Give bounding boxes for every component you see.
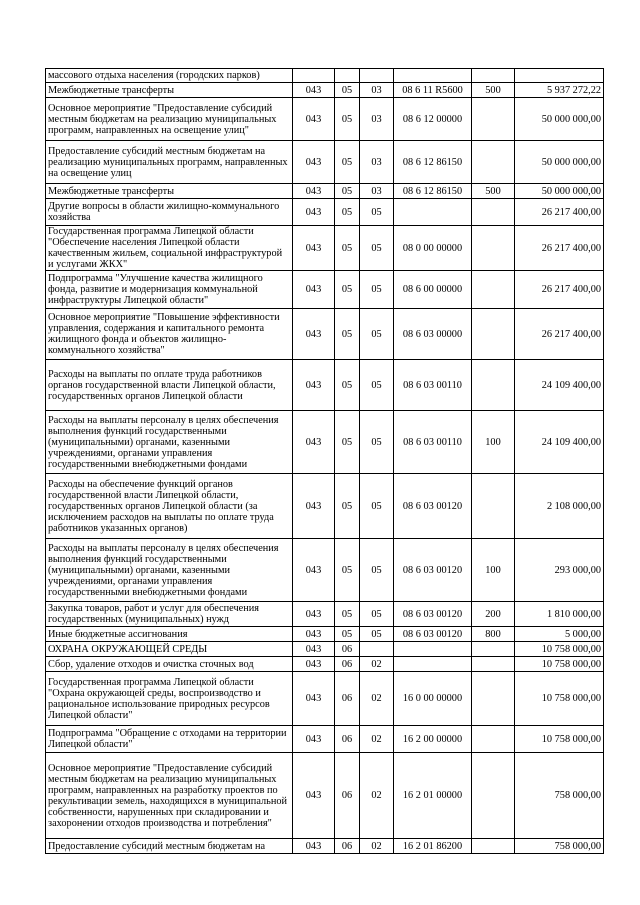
- cell-sum: 1 810 000,00: [515, 602, 604, 627]
- cell-name: Предоставление субсидий местным бюджетам на реализацию муниципальных программ, направленных на освещение улиц: [46, 141, 293, 184]
- cell-name: Подпрограмма "Обращение с отходами на территории Липецкой области": [46, 726, 293, 753]
- cell-csr: 08 6 03 00120: [394, 602, 472, 627]
- cell-sum: 10 758 000,00: [515, 657, 604, 672]
- cell-csr: [394, 199, 472, 226]
- cell-name: Расходы на выплаты персоналу в целях обеспечения выполнения функций государственными (муниципальными) органами, казенными учреждениями, органами управления государственными внебюджетными фондами: [46, 411, 293, 474]
- cell-ved: 043: [293, 539, 335, 602]
- table-row: [46, 309, 604, 360]
- cell-pr: [360, 69, 394, 83]
- cell-pr: 05: [360, 539, 394, 602]
- cell-sum: 24 109 400,00: [515, 360, 604, 411]
- cell-name: Расходы на выплаты персоналу в целях обеспечения выполнения функций государственными (муниципальными) органами, казенными учреждениями, органами управления государственными внебюджетными фондами: [46, 539, 293, 602]
- cell-rz: 05: [335, 539, 360, 602]
- cell-sum: 50 000 000,00: [515, 141, 604, 184]
- cell-pr: 02: [360, 672, 394, 726]
- cell-csr: 08 6 12 86150: [394, 141, 472, 184]
- budget-table: [45, 68, 604, 854]
- table-row: [46, 602, 604, 627]
- cell-name: Межбюджетные трансферты: [46, 83, 293, 98]
- cell-vr: 500: [472, 83, 515, 98]
- cell-csr: 08 0 00 00000: [394, 226, 472, 271]
- cell-pr: 05: [360, 309, 394, 360]
- cell-sum: 10 758 000,00: [515, 672, 604, 726]
- cell-sum: 758 000,00: [515, 753, 604, 839]
- cell-ved: 043: [293, 309, 335, 360]
- cell-pr: 02: [360, 726, 394, 753]
- cell-name: Основное мероприятие "Предоставление субсидий местным бюджетам на реализацию муниципальных программ, направленных на разработку проектов по рекультивации земель, находящихся в муниципальной собственности, нарушенных при складировании и захоронении отходов производства и потребления": [46, 753, 293, 839]
- cell-rz: 06: [335, 839, 360, 854]
- cell-vr: [472, 226, 515, 271]
- cell-vr: 800: [472, 627, 515, 642]
- cell-rz: 06: [335, 657, 360, 672]
- cell-ved: 043: [293, 98, 335, 141]
- table-row: [46, 839, 604, 854]
- cell-vr: 200: [472, 602, 515, 627]
- cell-name: Предоставление субсидий местным бюджетам на: [46, 839, 293, 854]
- cell-csr: 16 2 01 86200: [394, 839, 472, 854]
- cell-pr: 03: [360, 83, 394, 98]
- cell-name: Закупка товаров, работ и услуг для обеспечения государственных (муниципальных) нужд: [46, 602, 293, 627]
- cell-sum: 26 217 400,00: [515, 271, 604, 309]
- cell-sum: 26 217 400,00: [515, 199, 604, 226]
- cell-csr: 08 6 12 86150: [394, 184, 472, 199]
- cell-pr: 05: [360, 360, 394, 411]
- table-row: [46, 98, 604, 141]
- cell-ved: 043: [293, 602, 335, 627]
- table-row: [46, 184, 604, 199]
- cell-pr: 05: [360, 199, 394, 226]
- cell-name: Государственная программа Липецкой области "Охрана окружающей среды, воспроизводство и рациональное использование природных ресурсов Липецкой области": [46, 672, 293, 726]
- cell-vr: [472, 141, 515, 184]
- cell-sum: 2 108 000,00: [515, 474, 604, 539]
- table-row: [46, 360, 604, 411]
- cell-name: Другие вопросы в области жилищно-коммунального хозяйства: [46, 199, 293, 226]
- cell-ved: 043: [293, 184, 335, 199]
- cell-name: массового отдыха населения (городских парков): [46, 69, 293, 83]
- cell-rz: 05: [335, 184, 360, 199]
- table-row: [46, 141, 604, 184]
- cell-rz: 05: [335, 271, 360, 309]
- cell-pr: 03: [360, 184, 394, 199]
- table-row: [46, 672, 604, 726]
- cell-name: Подпрограмма "Улучшение качества жилищного фонда, развитие и модернизация коммунальной инфраструктуры Липецкой области": [46, 271, 293, 309]
- cell-vr: [472, 360, 515, 411]
- cell-rz: [335, 69, 360, 83]
- cell-csr: 16 0 00 00000: [394, 672, 472, 726]
- table-row: [46, 726, 604, 753]
- cell-csr: 08 6 03 00120: [394, 627, 472, 642]
- cell-csr: 08 6 03 00000: [394, 309, 472, 360]
- cell-rz: 05: [335, 602, 360, 627]
- cell-rz: 05: [335, 360, 360, 411]
- cell-name: Основное мероприятие "Повышение эффективности управления, содержания и капитального ремонта жилищного фонда и объектов жилищно-коммунального хозяйства": [46, 309, 293, 360]
- cell-sum: 5 000,00: [515, 627, 604, 642]
- cell-ved: 043: [293, 753, 335, 839]
- cell-pr: 05: [360, 627, 394, 642]
- cell-name: ОХРАНА ОКРУЖАЮЩЕЙ СРЕДЫ: [46, 642, 293, 657]
- cell-ved: 043: [293, 627, 335, 642]
- table-row: [46, 411, 604, 474]
- cell-vr: [472, 839, 515, 854]
- cell-ved: 043: [293, 411, 335, 474]
- table-row: [46, 657, 604, 672]
- cell-pr: 05: [360, 411, 394, 474]
- cell-csr: 08 6 11 R5600: [394, 83, 472, 98]
- cell-vr: [472, 642, 515, 657]
- cell-ved: 043: [293, 271, 335, 309]
- cell-pr: 05: [360, 226, 394, 271]
- cell-pr: 02: [360, 839, 394, 854]
- cell-rz: 05: [335, 98, 360, 141]
- cell-rz: 06: [335, 726, 360, 753]
- cell-vr: [472, 199, 515, 226]
- table-row: [46, 642, 604, 657]
- cell-name: Сбор, удаление отходов и очистка сточных вод: [46, 657, 293, 672]
- cell-csr: 08 6 03 00120: [394, 474, 472, 539]
- cell-vr: 100: [472, 411, 515, 474]
- cell-ved: 043: [293, 83, 335, 98]
- cell-vr: [472, 69, 515, 83]
- table-row: [46, 271, 604, 309]
- cell-pr: 05: [360, 474, 394, 539]
- cell-vr: [472, 657, 515, 672]
- cell-csr: 16 2 01 00000: [394, 753, 472, 839]
- cell-rz: 05: [335, 226, 360, 271]
- cell-vr: [472, 672, 515, 726]
- cell-vr: [472, 271, 515, 309]
- cell-rz: 05: [335, 411, 360, 474]
- cell-sum: 26 217 400,00: [515, 309, 604, 360]
- table-row: [46, 83, 604, 98]
- table-row: [46, 627, 604, 642]
- budget-table-body: [46, 69, 604, 854]
- cell-sum: 50 000 000,00: [515, 184, 604, 199]
- cell-pr: 02: [360, 753, 394, 839]
- table-row: [46, 539, 604, 602]
- table-row: [46, 474, 604, 539]
- cell-csr: 08 6 03 00110: [394, 360, 472, 411]
- cell-ved: 043: [293, 226, 335, 271]
- cell-pr: 02: [360, 657, 394, 672]
- cell-pr: 05: [360, 271, 394, 309]
- cell-rz: 06: [335, 753, 360, 839]
- cell-csr: 08 6 12 00000: [394, 98, 472, 141]
- cell-vr: 500: [472, 184, 515, 199]
- cell-csr: [394, 657, 472, 672]
- cell-csr: 08 6 03 00120: [394, 539, 472, 602]
- cell-sum: 293 000,00: [515, 539, 604, 602]
- cell-sum: 10 758 000,00: [515, 642, 604, 657]
- cell-rz: 06: [335, 642, 360, 657]
- cell-sum: 24 109 400,00: [515, 411, 604, 474]
- cell-csr: [394, 642, 472, 657]
- cell-ved: 043: [293, 141, 335, 184]
- table-row: [46, 69, 604, 83]
- cell-ved: 043: [293, 672, 335, 726]
- cell-name: Иные бюджетные ассигнования: [46, 627, 293, 642]
- cell-rz: 05: [335, 83, 360, 98]
- cell-csr: 08 6 03 00110: [394, 411, 472, 474]
- cell-pr: 05: [360, 602, 394, 627]
- cell-sum: [515, 69, 604, 83]
- cell-sum: 50 000 000,00: [515, 98, 604, 141]
- cell-pr: 03: [360, 98, 394, 141]
- cell-name: Расходы на обеспечение функций органов государственной власти Липецкой области, государственных органов Липецкой области (за исключением расходов на выплаты по оплате труда работников указанных органов): [46, 474, 293, 539]
- cell-ved: 043: [293, 657, 335, 672]
- cell-sum: 26 217 400,00: [515, 226, 604, 271]
- cell-rz: 05: [335, 199, 360, 226]
- cell-ved: 043: [293, 726, 335, 753]
- cell-sum: 5 937 272,22: [515, 83, 604, 98]
- cell-rz: 06: [335, 672, 360, 726]
- cell-csr: [394, 69, 472, 83]
- table-row: [46, 753, 604, 839]
- cell-vr: [472, 309, 515, 360]
- cell-rz: 05: [335, 309, 360, 360]
- cell-rz: 05: [335, 474, 360, 539]
- cell-ved: 043: [293, 360, 335, 411]
- cell-name: Основное мероприятие "Предоставление субсидий местным бюджетам на реализацию муниципальных программ, направленных на освещение улиц": [46, 98, 293, 141]
- cell-name: Межбюджетные трансферты: [46, 184, 293, 199]
- cell-rz: 05: [335, 627, 360, 642]
- cell-vr: [472, 753, 515, 839]
- table-row: [46, 199, 604, 226]
- cell-vr: 100: [472, 539, 515, 602]
- cell-name: Расходы на выплаты по оплате труда работников органов государственной власти Липецкой области, государственных органов Липецкой области: [46, 360, 293, 411]
- cell-sum: 10 758 000,00: [515, 726, 604, 753]
- table-row: [46, 226, 604, 271]
- cell-name: Государственная программа Липецкой области "Обеспечение населения Липецкой области качественным жильем, социальной инфраструктурой и услугами ЖКХ": [46, 226, 293, 271]
- cell-ved: 043: [293, 474, 335, 539]
- cell-pr: 03: [360, 141, 394, 184]
- cell-rz: 05: [335, 141, 360, 184]
- cell-ved: 043: [293, 199, 335, 226]
- cell-ved: 043: [293, 642, 335, 657]
- cell-pr: [360, 642, 394, 657]
- cell-ved: [293, 69, 335, 83]
- cell-vr: [472, 98, 515, 141]
- cell-vr: [472, 474, 515, 539]
- cell-vr: [472, 726, 515, 753]
- cell-csr: 16 2 00 00000: [394, 726, 472, 753]
- cell-csr: 08 6 00 00000: [394, 271, 472, 309]
- cell-ved: 043: [293, 839, 335, 854]
- cell-sum: 758 000,00: [515, 839, 604, 854]
